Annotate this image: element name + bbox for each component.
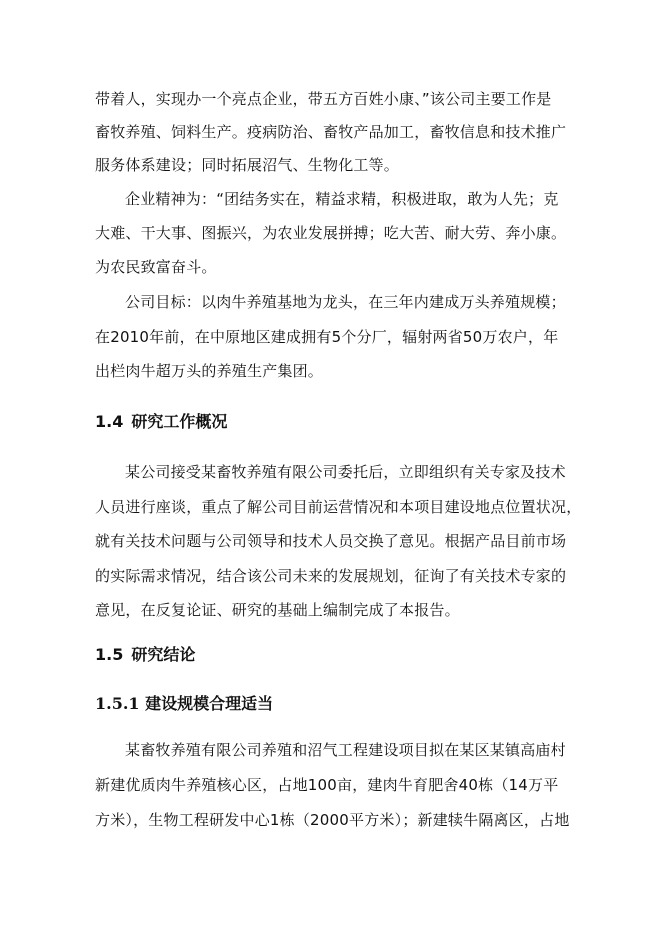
section-number: 1.4 [95, 412, 124, 431]
section-title: 研究结论 [131, 645, 196, 664]
paragraph-line: 方米），生物工程研发中心1栋（2000平方米）；新建犊牛隔离区，占地 [95, 811, 570, 829]
section-heading [95, 644, 195, 666]
subsection-heading: 1.5.1 建设规模合理适当 [95, 694, 274, 713]
paragraph-line: 带着人，实现办一个亮点企业，带五方百姓小康、”该公司主要工作是 [95, 90, 552, 108]
paragraph-line: 在2010年前，在中原地区建成拥有5个分厂，辐射两省50万农户，年 [95, 328, 559, 346]
paragraph-line: 就有关技术问题与公司领导和技术人员交换了意见。根据产品目前市场 [95, 532, 567, 550]
paragraph-line: 出栏肉牛超万头的养殖生产集团。 [95, 362, 324, 380]
paragraph-line: 服务体系建设；同时拓展沼气、生物化工等。 [95, 156, 400, 174]
paragraph-line: 新建优质肉牛养殖核心区，占地100亩，建肉牛育肥舍40栋（14万平 [95, 776, 559, 794]
paragraph-line: 某畜牧养殖有限公司养殖和沼气工程建设项目拟在某区某镇高庙村 [125, 741, 566, 759]
paragraph-line: 某公司接受某畜牧养殖有限公司委托后，立即组织有关专家及技术 [125, 463, 566, 481]
section-heading [95, 411, 227, 433]
paragraph-line: 畜牧养殖、饲料生产。疫病防治、畜牧产品加工，畜牧信息和技术推广 [95, 123, 567, 141]
paragraph-line: 人员进行座谈，重点了解公司目前运营情况和本项目建设地点位置状况， [95, 498, 582, 516]
paragraph-line: 大难、干大事、图振兴，为农业发展拼搏；吃大苦、耐大劳、奔小康。 [95, 224, 567, 242]
section-title: 研究工作概况 [131, 412, 228, 431]
paragraph-line: 为农民致富奋斗。 [95, 258, 217, 276]
paragraph-line: 企业精神为：“团结务实在，精益求精，积极进取，敢为人先；克 [125, 190, 559, 208]
paragraph-line: 的实际需求情况，结合该公司未来的发展规划，征询了有关技术专家的 [95, 567, 567, 585]
paragraph-line: 公司目标：以肉牛养殖基地为龙头，在三年内建成万头养殖规模； [125, 293, 566, 311]
section-number: 1.5 [95, 645, 124, 664]
paragraph-line: 意见，在反复论证、研究的基础上编制完成了本报告。 [95, 601, 460, 619]
